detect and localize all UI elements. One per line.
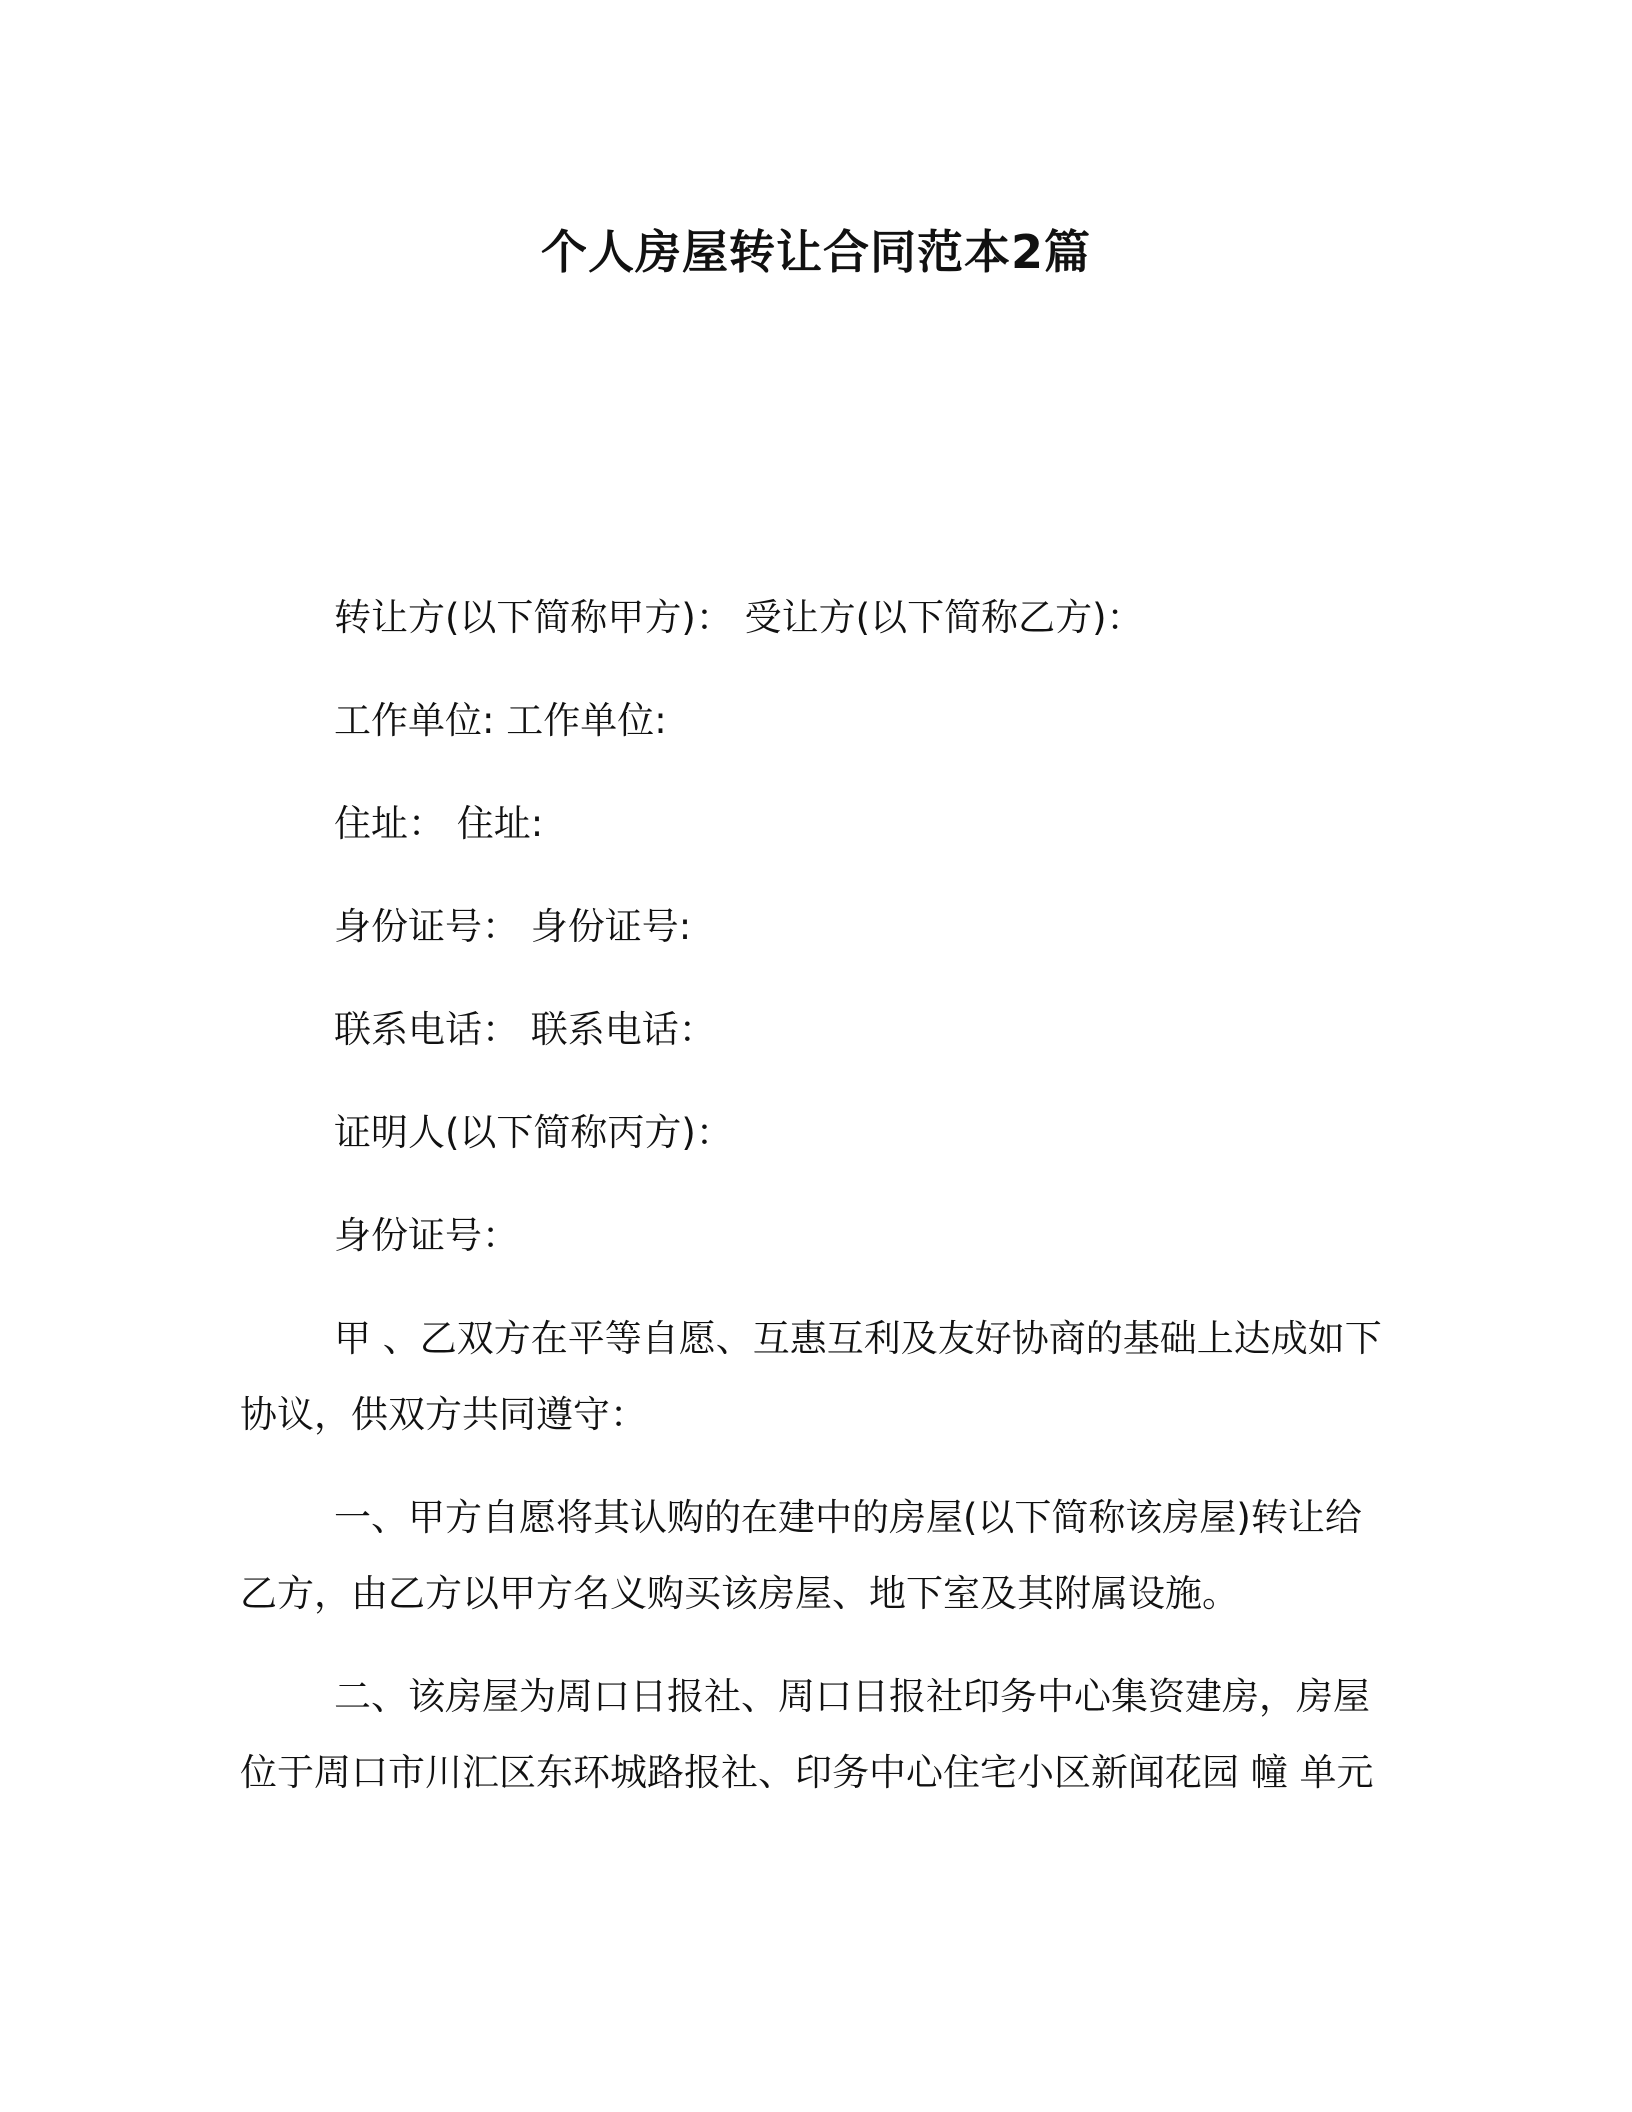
work-unit-line: 工作单位: 工作单位: (334, 699, 667, 742)
phone-line: 联系电话： 联系电话： (334, 1008, 716, 1051)
party-line: 转让方(以下简称甲方)： 受让方(以下简称乙方)： (334, 596, 1144, 639)
witness-id-line: 身份证号： (334, 1214, 519, 1257)
clause-1-line-2: 乙方，由乙方以甲方名义购买该房屋、地下室及其附属设施。 (240, 1572, 1239, 1615)
clause-1-line-1: 一、甲方自愿将其认购的在建中的房屋(以下简称该房屋)转让给 (334, 1496, 1362, 1539)
id-line: 身份证号： 身份证号: (334, 905, 692, 948)
preamble-line-2: 协议，供双方共同遵守： (240, 1393, 647, 1436)
document-title: 个人房屋转让合同范本2篇 (540, 225, 1091, 279)
clause-2-line-1: 二、该房屋为周口日报社、周口日报社印务中心集资建房，房屋 (334, 1675, 1370, 1718)
clause-2-line-2: 位于周口市川汇区东环城路报社、印务中心住宅小区新闻花园 幢 单元 (240, 1751, 1374, 1794)
witness-line: 证明人(以下简称丙方)： (334, 1111, 733, 1154)
address-line: 住址： 住址: (334, 802, 544, 845)
preamble-line-1: 甲 、乙双方在平等自愿、互惠互利及友好协商的基础上达成如下 (334, 1317, 1382, 1360)
